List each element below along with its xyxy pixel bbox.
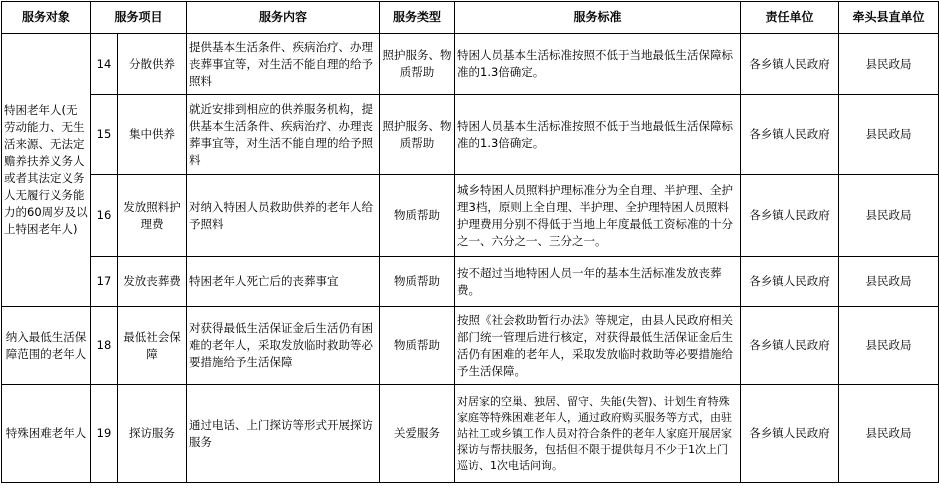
table-row xyxy=(2,175,939,257)
header-type: 服务类型 xyxy=(380,2,455,34)
item-cell: 发放照料护理费 xyxy=(118,175,187,257)
table-row xyxy=(2,34,939,95)
responsible-cell: 各乡镇人民政府 xyxy=(741,175,839,257)
type-cell: 关爱服务 xyxy=(380,385,455,483)
item-cell: 发放丧葬费 xyxy=(118,257,187,307)
content-cell: 特困老年人死亡后的丧葬事宜 xyxy=(187,257,380,307)
responsible-cell: 各乡镇人民政府 xyxy=(741,95,839,175)
content-cell: 提供基本生活条件、疾病治疗、办理丧葬事宜等，对生活不能自理的给予照料 xyxy=(187,34,380,95)
responsible-cell: 各乡镇人民政府 xyxy=(741,307,839,385)
lead-cell: 县民政局 xyxy=(839,175,939,257)
header-lead: 牵头县直单位 xyxy=(839,2,939,34)
row-number: 16 xyxy=(91,175,118,257)
table-row xyxy=(2,257,939,307)
item-cell: 分散供养 xyxy=(118,34,187,95)
responsible-cell: 各乡镇人民政府 xyxy=(741,385,839,483)
row-number: 19 xyxy=(91,385,118,483)
row-number: 14 xyxy=(91,34,118,95)
responsible-cell: 各乡镇人民政府 xyxy=(741,257,839,307)
header-row xyxy=(2,2,939,34)
table-row xyxy=(2,95,939,175)
type-cell: 物质帮助 xyxy=(380,257,455,307)
services-table xyxy=(1,1,939,483)
standard-cell: 对居家的空巢、独居、留守、失能(失智)、计划生育特殊家庭等特殊困难老年人，通过政府购买服务等方式，由驻站社工或乡镇工作人员对符合条件的老年人家庭开展居家探访与帮扶服务，包括但不限于提供每月不少于1次上门巡访、1次电话问询。 xyxy=(455,385,741,483)
standard-cell: 特困人员基本生活标准按照不低于当地最低生活保障标准的1.3倍确定。 xyxy=(455,95,741,175)
item-cell: 探访服务 xyxy=(118,385,187,483)
lead-cell: 县民政局 xyxy=(839,95,939,175)
standard-cell: 城乡特困人员照料护理标准分为全自理、半护理、全护理3档，原则上全自理、半护理、全护理特困人员照料护理费用分别不得低于当地上年度最低工资标准的十分之一、六分之一、三分之一。 xyxy=(455,175,741,257)
lead-cell: 县民政局 xyxy=(839,34,939,95)
type-cell: 照护服务、物质帮助 xyxy=(380,95,455,175)
header-responsible: 责任单位 xyxy=(741,2,839,34)
type-cell: 照护服务、物质帮助 xyxy=(380,34,455,95)
content-cell: 通过电话、上门探访等形式开展探访服务 xyxy=(187,385,380,483)
target-cell: 纳入最低生活保障范围的老年人 xyxy=(2,307,91,385)
row-number: 17 xyxy=(91,257,118,307)
type-cell: 物质帮助 xyxy=(380,175,455,257)
target-cell: 特殊困难老年人 xyxy=(2,385,91,483)
table-row xyxy=(2,307,939,385)
lead-cell: 县民政局 xyxy=(839,257,939,307)
type-cell: 物质帮助 xyxy=(380,307,455,385)
item-cell: 集中供养 xyxy=(118,95,187,175)
responsible-cell: 各乡镇人民政府 xyxy=(741,34,839,95)
row-number: 18 xyxy=(91,307,118,385)
standard-cell: 按不超过当地特困人员一年的基本生活标准发放丧葬费。 xyxy=(455,257,741,307)
content-cell: 对获得最低生活保证金后生活仍有困难的老年人，采取发放临时救助等必要措施给予生活保障 xyxy=(187,307,380,385)
standard-cell: 按照《社会救助暂行办法》等规定，由县人民政府相关部门统一管理后进行核定，对获得最低生活保证金后生活仍有困难的老年人，采取发放临时救助等必要措施给予生活保障。 xyxy=(455,307,741,385)
header-target: 服务对象 xyxy=(2,2,91,34)
standard-cell: 特困人员基本生活标准按照不低于当地最低生活保障标准的1.3倍确定。 xyxy=(455,34,741,95)
item-cell: 最低社会保障 xyxy=(118,307,187,385)
header-item: 服务项目 xyxy=(91,2,187,34)
header-content: 服务内容 xyxy=(187,2,380,34)
header-standard: 服务标准 xyxy=(455,2,741,34)
lead-cell: 县民政局 xyxy=(839,385,939,483)
table-row xyxy=(2,385,939,483)
target-cell: 特困老年人(无劳动能力、无生活来源、无法定赡养扶养义务人或者其法定义务人无履行义务能力的60周岁及以上特困老年人) xyxy=(2,34,91,307)
content-cell: 对纳入特困人员救助供养的老年人给予照料 xyxy=(187,175,380,257)
row-number: 15 xyxy=(91,95,118,175)
lead-cell: 县民政局 xyxy=(839,307,939,385)
content-cell: 就近安排到相应的供养服务机构，提供基本生活条件、疾病治疗、办理丧葬事宜等，对生活不能自理的给予照料 xyxy=(187,95,380,175)
